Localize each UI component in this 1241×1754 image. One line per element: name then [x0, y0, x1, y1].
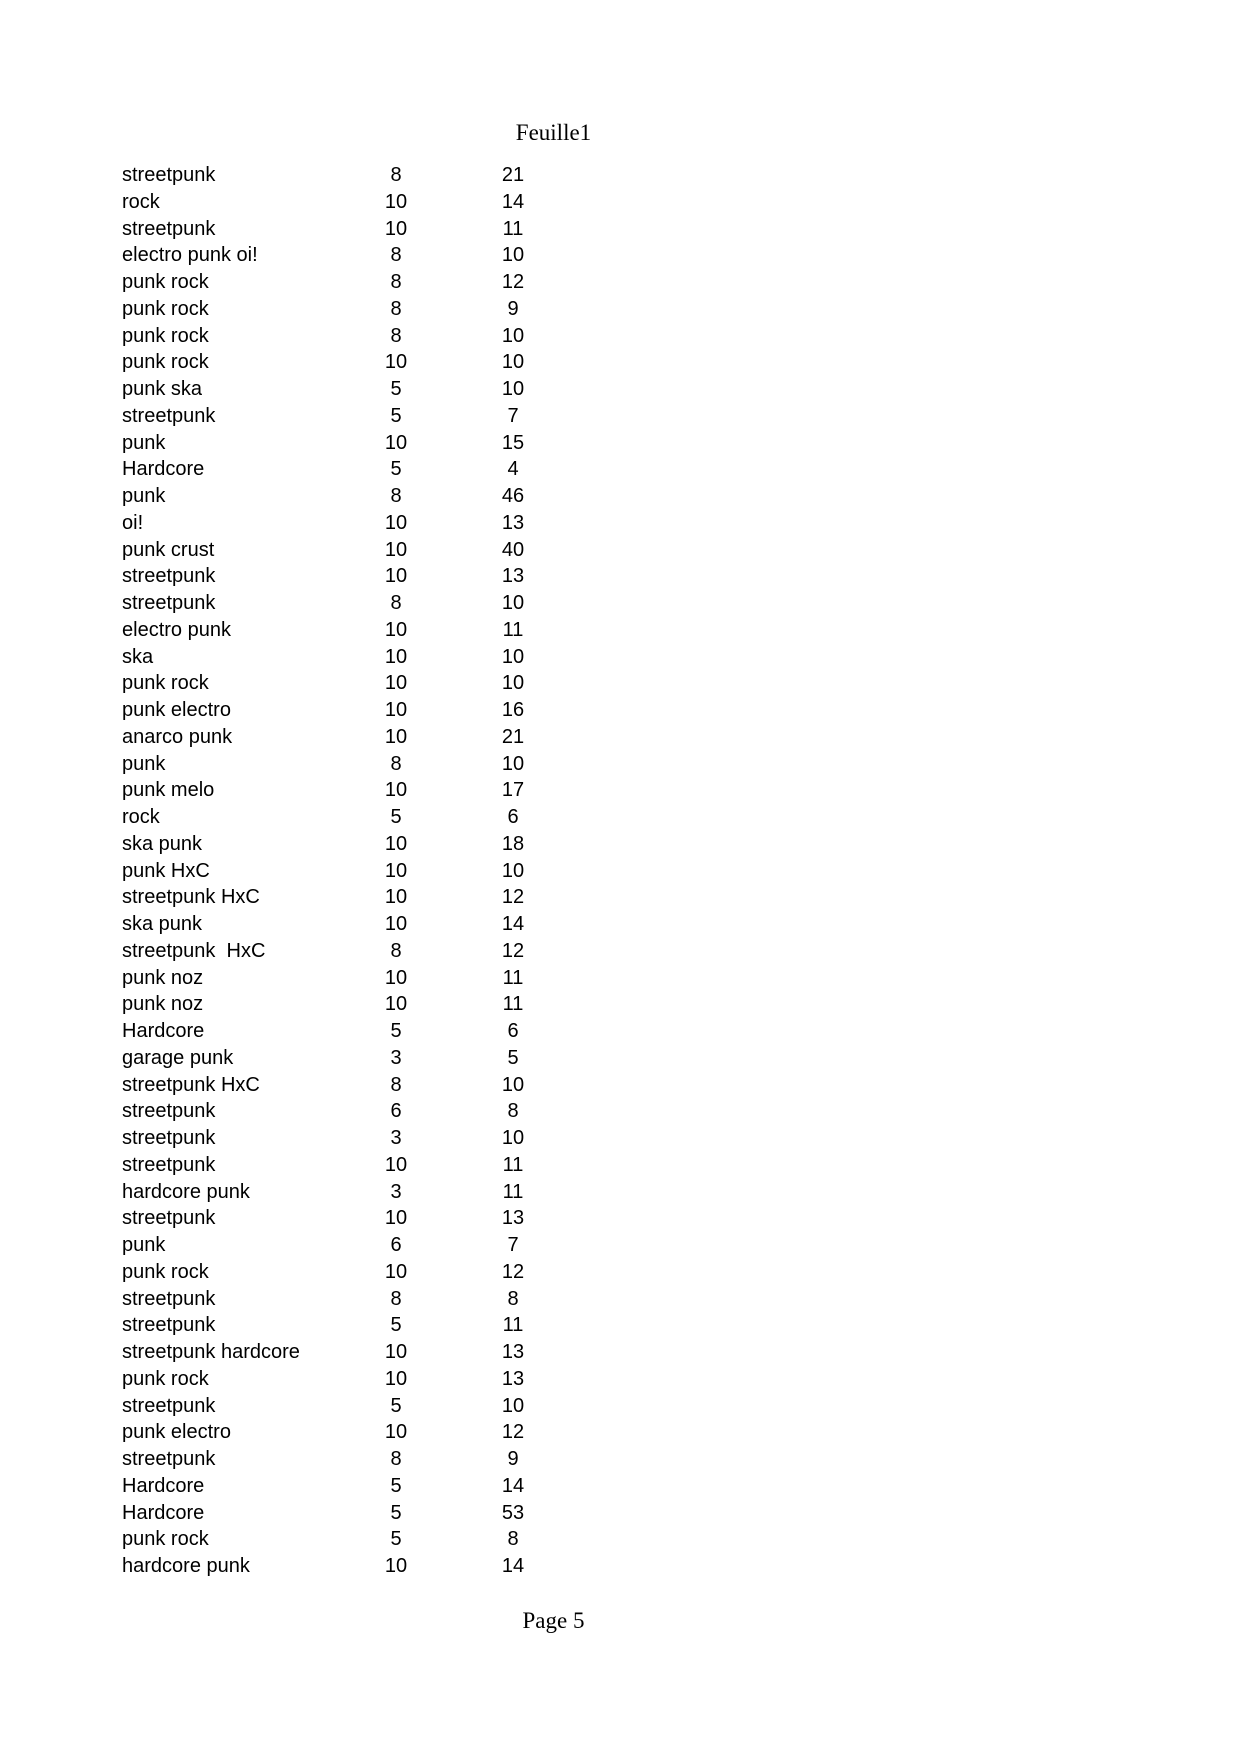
value-b-cell: 10 [501, 324, 525, 347]
value-a-cell: 8 [390, 939, 402, 962]
genre-cell: streetpunk HxC [122, 939, 266, 962]
value-a-cell: 8 [390, 1073, 402, 1096]
value-b-cell: 6 [507, 1020, 519, 1042]
value-b-cell: 10 [501, 351, 525, 374]
value-a-cell: 10 [384, 725, 408, 748]
genre-cell: electro punk [122, 618, 231, 641]
genre-cell: rock [122, 190, 160, 213]
sheet-name: Feuille1 [515, 120, 592, 145]
genre-cell: streetpunk [122, 1314, 216, 1337]
value-a-cell: 8 [390, 164, 402, 186]
value-a-cell: 5 [390, 1020, 402, 1042]
genre-cell: Hardcore [122, 1474, 205, 1497]
genre-cell: streetpunk [122, 164, 216, 186]
genre-cell: punk [122, 485, 166, 507]
genre-cell: punk melo [122, 779, 215, 802]
value-a-cell: 8 [390, 297, 402, 320]
value-b-cell: 10 [501, 1073, 525, 1096]
genre-cell: punk rock [122, 324, 209, 347]
value-a-cell: 5 [390, 1394, 402, 1417]
value-a-cell: 10 [384, 351, 408, 374]
value-b-cell: 12 [501, 271, 525, 293]
genre-cell: hardcore punk [122, 1555, 250, 1577]
value-b-cell: 11 [502, 1314, 524, 1337]
genre-cell: punk electro [122, 1421, 231, 1444]
genre-cell: Hardcore [122, 1020, 205, 1042]
value-a-cell: 10 [384, 1153, 408, 1176]
value-a-cell: 8 [390, 1287, 402, 1310]
value-a-cell: 10 [384, 1367, 408, 1390]
value-b-cell: 12 [501, 939, 525, 962]
genre-cell: punk rock [122, 1260, 209, 1283]
genre-cell: streetpunk [122, 565, 216, 588]
value-b-cell: 16 [501, 699, 525, 721]
value-a-cell: 10 [384, 832, 408, 855]
value-b-cell: 13 [501, 1341, 525, 1363]
value-b-cell: 17 [501, 779, 525, 802]
genre-cell: anarco punk [122, 725, 233, 748]
value-b-cell: 14 [501, 913, 525, 935]
value-b-cell: 12 [501, 1421, 525, 1444]
value-a-cell: 5 [390, 1314, 402, 1337]
genre-cell: punk rock [122, 297, 209, 320]
genre-cell: garage punk [122, 1046, 234, 1069]
value-b-cell: 15 [501, 431, 525, 454]
value-a-cell: 10 [384, 1341, 408, 1363]
value-a-cell: 10 [384, 1260, 408, 1283]
value-b-cell: 8 [507, 1100, 519, 1123]
genre-cell: punk rock [122, 672, 209, 695]
value-b-cell: 12 [501, 886, 525, 909]
genre-cell: punk rock [122, 351, 209, 374]
genre-cell: streetpunk [122, 1127, 216, 1149]
value-a-cell: 10 [384, 859, 408, 882]
value-b-cell: 11 [502, 217, 524, 240]
value-a-cell: 10 [384, 966, 408, 989]
value-a-cell: 10 [384, 618, 408, 641]
page-footer [0, 1606, 1241, 1636]
value-a-cell: 10 [384, 779, 408, 802]
genre-cell: streetpunk [122, 1287, 216, 1310]
genre-cell: rock [122, 806, 160, 828]
value-b-cell: 9 [507, 297, 519, 320]
value-b-cell: 9 [507, 1448, 519, 1470]
genre-cell: punk rock [122, 271, 209, 293]
genre-cell: streetpunk [122, 592, 216, 614]
value-a-cell: 10 [384, 886, 408, 909]
genre-cell: punk rock [122, 1528, 209, 1551]
value-a-cell: 10 [384, 1555, 408, 1577]
genre-cell: Hardcore [122, 1501, 205, 1524]
value-a-cell: 10 [384, 645, 408, 668]
value-b-cell: 13 [501, 565, 525, 588]
value-b-cell: 10 [501, 378, 525, 400]
genre-cell: punk electro [122, 699, 231, 721]
value-a-cell: 3 [390, 1180, 402, 1203]
value-a-cell: 10 [384, 913, 408, 935]
value-b-cell: 10 [501, 645, 525, 668]
value-b-cell: 10 [501, 244, 525, 267]
value-a-cell: 8 [390, 244, 402, 267]
value-b-cell: 8 [507, 1528, 519, 1551]
value-a-cell: 5 [390, 1528, 402, 1551]
genre-cell: punk [122, 752, 166, 775]
genre-cell: punk noz [122, 993, 204, 1016]
value-b-cell: 14 [501, 1474, 525, 1497]
genre-cell: punk [122, 431, 166, 454]
value-a-cell: 10 [384, 565, 408, 588]
value-a-cell: 10 [384, 538, 408, 561]
genre-cell: punk HxC [122, 859, 210, 882]
value-b-cell: 12 [501, 1260, 525, 1283]
value-a-cell: 5 [390, 404, 402, 427]
genre-cell: streetpunk [122, 1448, 216, 1470]
value-a-cell: 10 [384, 511, 408, 534]
genre-cell: ska punk [122, 832, 203, 855]
value-a-cell: 10 [384, 1207, 408, 1230]
genre-cell: punk noz [122, 966, 204, 989]
value-b-cell: 21 [501, 725, 525, 748]
value-b-cell: 10 [501, 752, 525, 775]
genre-cell: streetpunk HxC [122, 1073, 260, 1096]
genre-cell: streetpunk [122, 1394, 216, 1417]
genre-cell: punk crust [122, 538, 215, 561]
value-b-cell: 10 [501, 1127, 525, 1149]
genre-cell: electro punk oi! [122, 244, 258, 267]
value-b-cell: 11 [502, 1153, 524, 1176]
value-a-cell: 5 [390, 1501, 402, 1524]
value-b-cell: 10 [501, 1394, 525, 1417]
value-b-cell: 46 [501, 485, 525, 507]
value-a-cell: 10 [384, 993, 408, 1016]
genre-cell: hardcore punk [122, 1180, 250, 1203]
page-header [0, 118, 1241, 148]
genre-cell: streetpunk [122, 1207, 216, 1230]
value-a-cell: 8 [390, 324, 402, 347]
value-a-cell: 10 [384, 1421, 408, 1444]
genre-cell: streetpunk [122, 1153, 216, 1176]
value-b-cell: 53 [501, 1501, 525, 1524]
genre-cell: ska punk [122, 913, 203, 935]
value-a-cell: 3 [390, 1046, 402, 1069]
value-a-cell: 10 [384, 190, 408, 213]
value-b-cell: 8 [507, 1287, 519, 1310]
value-b-cell: 6 [507, 806, 519, 828]
value-b-cell: 5 [507, 1046, 519, 1069]
value-b-cell: 7 [507, 404, 519, 427]
value-a-cell: 10 [384, 217, 408, 240]
value-a-cell: 5 [390, 458, 402, 481]
value-b-cell: 11 [502, 966, 524, 989]
value-b-cell: 11 [502, 1180, 524, 1203]
genre-cell: punk ska [122, 378, 203, 400]
genre-cell: punk [122, 1234, 166, 1256]
page-number: Page 5 [522, 1608, 585, 1633]
value-a-cell: 5 [390, 378, 402, 400]
value-b-cell: 14 [501, 1555, 525, 1577]
value-a-cell: 3 [390, 1127, 402, 1149]
genre-cell: streetpunk [122, 1100, 216, 1123]
genre-cell: streetpunk [122, 217, 216, 240]
genre-cell: punk rock [122, 1367, 209, 1390]
value-a-cell: 6 [390, 1100, 402, 1123]
value-a-cell: 8 [390, 592, 402, 614]
value-b-cell: 13 [501, 511, 525, 534]
value-b-cell: 14 [501, 190, 525, 213]
value-b-cell: 13 [501, 1207, 525, 1230]
value-a-cell: 10 [384, 431, 408, 454]
value-a-cell: 10 [384, 672, 408, 695]
value-a-cell: 8 [390, 1448, 402, 1470]
value-a-cell: 8 [390, 752, 402, 775]
value-b-cell: 10 [501, 592, 525, 614]
value-a-cell: 8 [390, 271, 402, 293]
genre-cell: ska [122, 645, 154, 668]
value-b-cell: 4 [507, 458, 519, 481]
value-a-cell: 8 [390, 485, 402, 507]
value-b-cell: 21 [501, 164, 525, 186]
value-a-cell: 5 [390, 806, 402, 828]
value-b-cell: 11 [502, 618, 524, 641]
genre-cell: Hardcore [122, 458, 205, 481]
value-b-cell: 7 [507, 1234, 519, 1256]
value-a-cell: 5 [390, 1474, 402, 1497]
genre-cell: streetpunk HxC [122, 886, 260, 909]
value-b-cell: 10 [501, 859, 525, 882]
value-b-cell: 10 [501, 672, 525, 695]
value-a-cell: 10 [384, 699, 408, 721]
genre-cell: oi! [122, 511, 144, 534]
value-b-cell: 11 [502, 993, 524, 1016]
value-b-cell: 13 [501, 1367, 525, 1390]
value-b-cell: 40 [501, 538, 525, 561]
value-a-cell: 6 [390, 1234, 402, 1256]
genre-cell: streetpunk hardcore [122, 1341, 300, 1363]
value-b-cell: 18 [501, 832, 525, 855]
genre-cell: streetpunk [122, 404, 216, 427]
